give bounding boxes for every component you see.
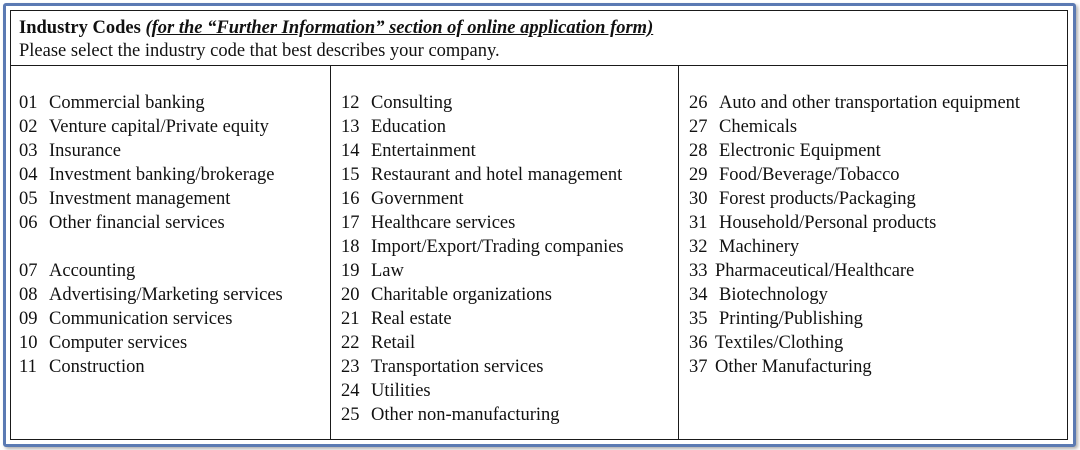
industry-code-label: Other non-manufacturing xyxy=(371,405,560,425)
industry-code-item xyxy=(19,139,330,163)
industry-code-item xyxy=(689,163,1067,187)
industry-code-item xyxy=(19,283,330,307)
industry-code-number: 34 xyxy=(689,285,708,305)
industry-code-number: 18 xyxy=(341,237,360,257)
industry-code-label: Printing/Publishing xyxy=(719,309,863,329)
industry-code-item xyxy=(689,115,1067,139)
industry-code-number: 22 xyxy=(341,333,360,353)
industry-code-label: Consulting xyxy=(371,93,453,113)
industry-code-number: 11 xyxy=(19,357,37,377)
industry-code-label: Law xyxy=(371,261,404,281)
industry-code-item xyxy=(19,187,330,211)
industry-code-item xyxy=(341,235,678,259)
industry-code-label: Electronic Equipment xyxy=(719,141,881,161)
industry-code-label: Utilities xyxy=(371,381,431,401)
industry-code-item xyxy=(19,115,330,139)
industry-code-number: 15 xyxy=(341,165,360,185)
industry-code-label: Charitable organizations xyxy=(371,285,553,305)
industry-code-item xyxy=(341,115,678,139)
industry-code-label: Communication services xyxy=(49,309,233,329)
industry-code-item xyxy=(341,355,678,379)
codes-column-1 xyxy=(11,66,331,439)
industry-code-number: 36 xyxy=(689,333,708,353)
industry-code-number: 13 xyxy=(341,117,360,137)
industry-code-number: 06 xyxy=(19,213,38,233)
industry-code-item xyxy=(341,283,678,307)
table-header xyxy=(11,11,1067,66)
industry-code-item xyxy=(19,307,330,331)
industry-code-label: Chemicals xyxy=(719,117,798,137)
title-line xyxy=(19,16,1067,40)
industry-code-number: 26 xyxy=(689,93,708,113)
industry-code-item xyxy=(19,259,330,283)
industry-code-label: Restaurant and hotel management xyxy=(371,165,623,185)
industry-code-number: 12 xyxy=(341,93,360,113)
industry-code-item xyxy=(341,403,678,427)
industry-code-label: Advertising/Marketing services xyxy=(49,285,283,305)
industry-code-item xyxy=(689,211,1067,235)
industry-code-number: 08 xyxy=(19,285,38,305)
industry-code-number: 21 xyxy=(341,309,360,329)
industry-code-number: 20 xyxy=(341,285,360,305)
industry-code-item xyxy=(689,307,1067,331)
industry-code-number: 05 xyxy=(19,189,38,209)
industry-code-number: 01 xyxy=(19,93,38,113)
industry-code-item xyxy=(689,259,1067,283)
industry-code-item xyxy=(341,211,678,235)
industry-code-label: Other financial services xyxy=(49,213,225,233)
industry-code-number: 23 xyxy=(341,357,360,377)
industry-code-number: 25 xyxy=(341,405,360,425)
industry-code-number: 07 xyxy=(19,261,38,281)
industry-code-number: 03 xyxy=(19,141,38,161)
industry-code-label: Venture capital/Private equity xyxy=(49,117,269,137)
industry-code-number: 17 xyxy=(341,213,360,233)
industry-code-item xyxy=(341,379,678,403)
industry-code-item xyxy=(19,163,330,187)
industry-code-label: Other Manufacturing xyxy=(715,357,872,377)
industry-code-label: Accounting xyxy=(49,261,136,281)
industry-code-number: 35 xyxy=(689,309,708,329)
instructions-text: Please select the industry code that best describes your company. xyxy=(19,41,500,61)
industry-code-label: Food/Beverage/Tobacco xyxy=(719,165,900,185)
industry-code-label: Real estate xyxy=(371,309,452,329)
industry-code-item xyxy=(341,331,678,355)
industry-code-number: 27 xyxy=(689,117,708,137)
industry-code-item xyxy=(341,163,678,187)
industry-code-number: 14 xyxy=(341,141,360,161)
industry-code-number: 16 xyxy=(341,189,360,209)
industry-code-number: 24 xyxy=(341,381,360,401)
industry-codes-table xyxy=(10,10,1068,440)
industry-code-number: 10 xyxy=(19,333,38,353)
industry-code-number: 30 xyxy=(689,189,708,209)
industry-code-number: 33 xyxy=(689,261,708,281)
industry-code-number: 04 xyxy=(19,165,38,185)
industry-code-label: Forest products/Packaging xyxy=(719,189,916,209)
industry-code-item xyxy=(689,331,1067,355)
industry-code-number: 02 xyxy=(19,117,38,137)
industry-code-label: Entertainment xyxy=(371,141,476,161)
industry-code-label: Investment management xyxy=(49,189,231,209)
industry-code-item xyxy=(341,91,678,115)
industry-code-item xyxy=(689,283,1067,307)
industry-code-label: Machinery xyxy=(719,237,800,257)
industry-codes-panel xyxy=(3,3,1076,447)
industry-code-item xyxy=(689,355,1067,379)
industry-code-number: 09 xyxy=(19,309,38,329)
page-title: Industry Codes xyxy=(19,18,141,38)
industry-code-label: Insurance xyxy=(49,141,121,161)
industry-code-label: Household/Personal products xyxy=(719,213,937,233)
title-note: (for the “Further Information” section of online application form) xyxy=(145,18,654,38)
industry-code-item xyxy=(341,259,678,283)
industry-code-number: 37 xyxy=(689,357,708,377)
industry-code-item xyxy=(19,331,330,355)
industry-code-item xyxy=(341,187,678,211)
group-spacer xyxy=(19,235,330,259)
industry-code-number: 28 xyxy=(689,141,708,161)
industry-code-item xyxy=(689,187,1067,211)
industry-code-item xyxy=(689,139,1067,163)
industry-code-number: 19 xyxy=(341,261,360,281)
industry-code-label: Textiles/Clothing xyxy=(715,333,844,353)
industry-code-label: Education xyxy=(371,117,447,137)
industry-code-label: Investment banking/brokerage xyxy=(49,165,275,185)
codes-column-3 xyxy=(679,66,1067,439)
industry-code-label: Pharmaceutical/Healthcare xyxy=(715,261,915,281)
industry-code-label: Commercial banking xyxy=(49,93,205,113)
industry-code-label: Import/Export/Trading companies xyxy=(371,237,624,257)
industry-code-label: Retail xyxy=(371,333,416,353)
industry-code-item xyxy=(19,211,330,235)
industry-code-number: 29 xyxy=(689,165,708,185)
industry-code-label: Biotechnology xyxy=(719,285,828,305)
industry-code-number: 32 xyxy=(689,237,708,257)
industry-code-item xyxy=(689,91,1067,115)
industry-code-label: Transportation services xyxy=(371,357,544,377)
industry-code-label: Government xyxy=(371,189,464,209)
industry-code-label: Auto and other transportation equipment xyxy=(719,93,1021,113)
industry-code-label: Construction xyxy=(49,357,145,377)
industry-code-item xyxy=(341,139,678,163)
industry-code-label: Computer services xyxy=(49,333,188,353)
industry-code-item xyxy=(689,235,1067,259)
industry-code-item xyxy=(341,307,678,331)
industry-code-number: 31 xyxy=(689,213,708,233)
codes-column-2 xyxy=(331,66,679,439)
industry-code-item xyxy=(19,91,330,115)
industry-code-label: Healthcare services xyxy=(371,213,516,233)
industry-code-item xyxy=(19,355,330,379)
